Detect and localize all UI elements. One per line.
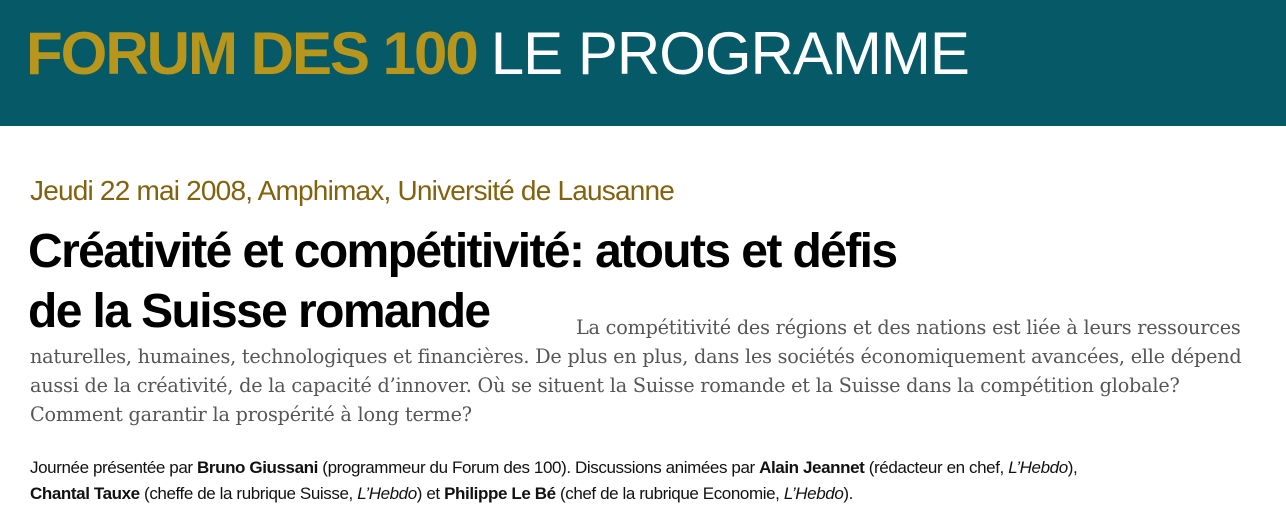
credits-text: (programmeur du Forum des 100). Discussions animées par [317,458,760,477]
credits-text: ) et [416,484,445,503]
brand-name: FORUM DES 100 [26,20,477,87]
credits-text: ), [1067,458,1078,477]
credits-text: (rédacteur en chef, [864,458,1009,477]
credits-text: ). [843,484,853,503]
publication-name: L’Hebdo [357,484,417,503]
headline-line-2: de la Suisse romande [28,285,490,338]
credits-text: (chef de la rubrique Economie, [555,484,784,503]
intro-paragraph: La compétitivité des régions et des nations est liée à leurs ressources naturelles, humaines, technologiques et financières. De plus en plus, dans les sociétés économiquement avancées, elle dépend aussi de la créativité, de la capacité d’innover. Où se situent la Suisse romande et la Suisse dans la compétition globale? Comment garantir la prospérité à long terme? [30,316,1242,426]
publication-name: L’Hebdo [1008,458,1068,477]
section-title: LE PROGRAMME [490,20,969,87]
header-banner [0,0,1286,126]
credits-paragraph [30,455,1280,507]
credits-text: Journée présentée par [30,458,197,477]
banner-title [26,18,969,90]
presenter-name: Bruno Giussani [197,458,318,477]
event-date-place: Jeudi 22 mai 2008, Amphimax, Université de Lausanne [30,175,675,206]
headline-line-1: Créativité et compétitivité: atouts et défis [28,225,897,278]
moderator-name: Chantal Tauxe [30,484,140,503]
moderator-name: Alain Jeannet [759,458,865,477]
moderator-name: Philippe Le Bé [444,484,556,503]
publication-name: L’Hebdo [783,484,844,503]
credits-text: (cheffe de la rubrique Suisse, [139,484,358,503]
